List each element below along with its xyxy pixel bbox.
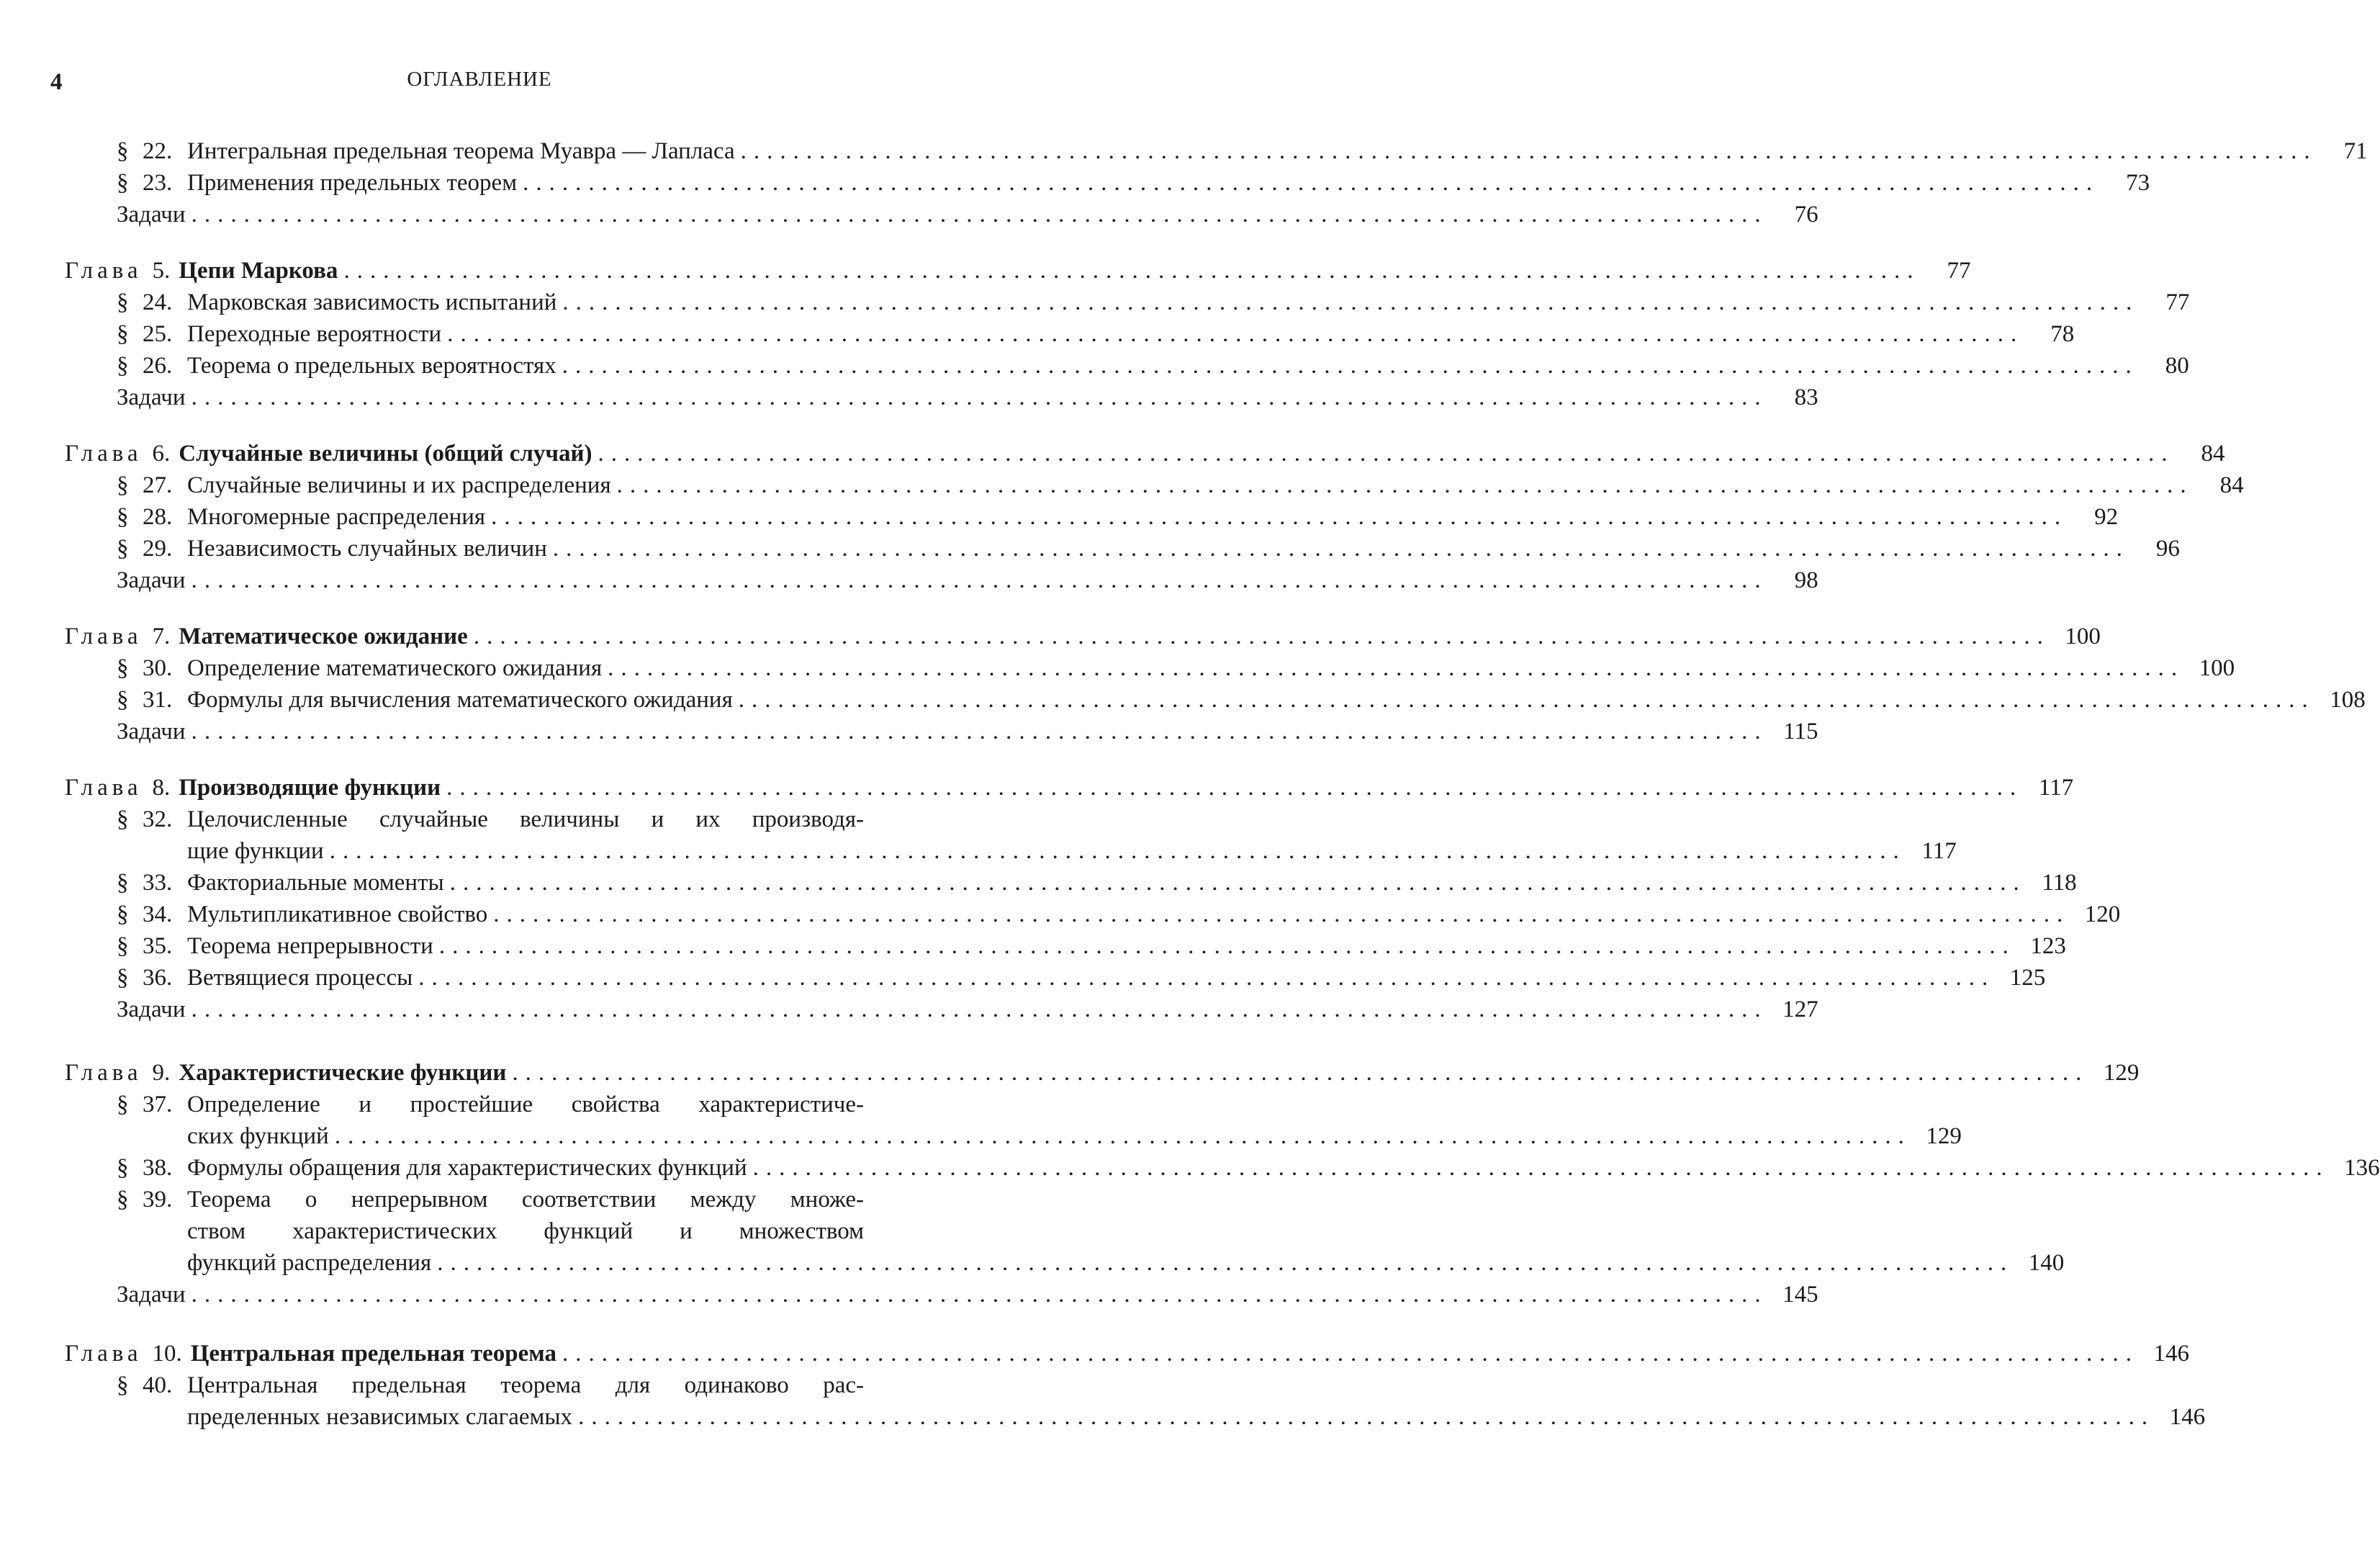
chapter-title: Производящие функции — [179, 775, 441, 801]
section-sign: § — [117, 1187, 129, 1213]
section-title-line-1: Теорема о непрерывном соответствии между множе- — [187, 1187, 864, 1213]
section-number: 29. — [143, 536, 173, 562]
section-title: Интегральная предельная теорема Муавра — Лапласа — [187, 138, 735, 164]
section-number: 28. — [143, 504, 173, 530]
leader-dots: ........................................................................................................................ — [562, 353, 2139, 379]
section-title: Формулы обращения для характеристических функций — [187, 1155, 747, 1181]
chapter-number: 9. — [152, 1060, 171, 1086]
section-sign: § — [117, 806, 129, 832]
chapter-number: 6. — [152, 441, 171, 467]
toc-entry-tasks-5 — [65, 382, 1818, 413]
toc-entry-tasks-6 — [65, 564, 1818, 596]
section-number: 22. — [143, 138, 173, 164]
toc-entry-s37 — [65, 1089, 1962, 1152]
chapter-word: Глава — [65, 775, 143, 801]
toc-entry-s24 — [65, 287, 2190, 318]
toc-entry-tasks-8 — [65, 994, 1818, 1025]
toc-entry-s31 — [65, 684, 2366, 716]
leader-dots: ........................................................................................................................ — [512, 1060, 2089, 1086]
chapter-title: Математическое ожидание — [179, 624, 468, 649]
section-title-line-2: пределенных независимых слагаемых — [187, 1404, 573, 1430]
toc-chapter-6 — [65, 438, 2225, 469]
toc-entry-s33 — [65, 867, 2077, 899]
running-title: ОГЛАВЛЕНИЕ — [407, 68, 552, 91]
toc-entry-s27 — [65, 469, 2244, 501]
page-ref: 100 — [2199, 655, 2235, 681]
section-number: 38. — [143, 1155, 173, 1181]
page-ref: 77 — [2165, 289, 2190, 315]
section-sign: § — [117, 170, 129, 196]
leader-dots: ........................................................................................................................ — [491, 504, 2068, 530]
section-sign: § — [117, 965, 129, 991]
leader-dots: ........................................................................................................................ — [523, 170, 2100, 196]
leader-dots: ........................................................................................................................ — [608, 655, 2185, 681]
section-number: 25. — [143, 321, 173, 347]
section-title: Теорема непрерывности — [187, 933, 433, 959]
section-number: 40. — [143, 1372, 173, 1398]
toc-entry-s29 — [65, 533, 2180, 564]
section-title: Теорема о предельных вероятностях — [187, 353, 556, 379]
toc-entry-s39 — [65, 1184, 2065, 1279]
leader-dots: ........................................................................................................................ — [191, 384, 1768, 410]
page-ref: 117 — [2038, 775, 2074, 801]
page-ref: 77 — [1947, 258, 1971, 284]
page-ref: 146 — [2153, 1341, 2190, 1367]
chapter-word: Глава — [65, 1060, 143, 1086]
toc-entry-s35 — [65, 930, 2066, 962]
page-ref: 73 — [2126, 170, 2150, 196]
toc-chapter-7 — [65, 621, 2101, 652]
leader-dots: ........................................................................................................................ — [334, 1123, 1911, 1149]
section-title: Применения предельных теорем — [187, 170, 518, 196]
page-ref: 84 — [2219, 472, 2244, 498]
section-title-line-3: функций распределения — [187, 1250, 432, 1276]
section-number: 33. — [143, 870, 173, 896]
page-ref: 123 — [2030, 933, 2066, 959]
section-title: Многомерные распределения — [187, 504, 486, 530]
leader-dots: ........................................................................................................................ — [449, 870, 2027, 896]
page-ref: 118 — [2042, 870, 2077, 896]
section-sign: § — [117, 870, 129, 896]
tasks-title: Задачи — [117, 1282, 186, 1308]
chapter-number: 7. — [152, 624, 171, 649]
section-sign: § — [117, 472, 129, 498]
section-title-line-2: щие функции — [187, 838, 324, 864]
toc-entry-s30 — [65, 652, 2235, 684]
page-ref: 83 — [1794, 384, 1818, 410]
toc-entry-tasks-7 — [65, 716, 1818, 747]
toc-entry-s22 — [65, 135, 2368, 167]
tasks-title: Задачи — [117, 384, 186, 410]
section-sign: § — [117, 504, 129, 530]
page-ref: 80 — [2165, 353, 2189, 379]
leader-dots: ........................................................................................................................ — [562, 1341, 2140, 1367]
toc-entry-s23 — [65, 167, 2150, 199]
leader-dots: ........................................................................................................................ — [438, 933, 2016, 959]
page-ref: 84 — [2201, 441, 2225, 467]
chapter-number: 10. — [152, 1341, 182, 1367]
toc-chapter-10 — [65, 1338, 2190, 1369]
page-ref: 140 — [2028, 1250, 2065, 1276]
chapter-word: Глава — [65, 624, 143, 649]
section-sign: § — [117, 353, 129, 379]
page-ref: 146 — [2169, 1404, 2206, 1430]
toc-entry-s28 — [65, 501, 2119, 533]
section-number: 31. — [143, 687, 173, 713]
section-number: 23. — [143, 170, 173, 196]
section-title-line-2: ских функций — [187, 1123, 329, 1149]
page-ref: 100 — [2065, 624, 2101, 649]
chapter-number: 8. — [152, 775, 171, 801]
page-ref: 129 — [1926, 1123, 1962, 1149]
toc-entry-s34 — [65, 899, 2121, 930]
chapter-title: Характеристические функции — [179, 1060, 507, 1086]
leader-dots: ........................................................................................................................ — [418, 965, 1996, 991]
leader-dots: ........................................................................................................................ — [493, 901, 2070, 927]
toc-entry-s40 — [65, 1369, 2206, 1433]
page-ref: 125 — [2009, 965, 2046, 991]
section-sign: § — [117, 138, 129, 164]
section-number: 34. — [143, 901, 173, 927]
leader-dots: ........................................................................................................................ — [191, 997, 1768, 1022]
tasks-title: Задачи — [117, 719, 186, 744]
section-sign: § — [117, 901, 129, 927]
section-number: 27. — [143, 472, 173, 498]
section-sign: § — [117, 933, 129, 959]
section-sign: § — [117, 289, 129, 315]
page-number: 4 — [50, 69, 63, 95]
section-title: Марковская зависимость испытаний — [187, 289, 557, 315]
page-ref: 71 — [2343, 138, 2368, 164]
page-ref: 78 — [2050, 321, 2075, 347]
section-title: Определение математического ожидания — [187, 655, 603, 681]
section-number: 35. — [143, 933, 173, 959]
chapter-word: Глава — [65, 441, 143, 467]
section-title: Факториальные моменты — [187, 870, 444, 896]
chapter-title: Случайные величины (общий случай) — [179, 441, 592, 467]
section-title: Ветвящиеся процессы — [187, 965, 413, 991]
chapter-number: 5. — [152, 258, 171, 284]
page-ref: 96 — [2155, 536, 2180, 562]
section-sign: § — [117, 1155, 129, 1181]
toc-chapter-5 — [65, 255, 1971, 287]
page-ref: 129 — [2103, 1060, 2140, 1086]
leader-dots: ........................................................................................................................ — [447, 321, 2024, 347]
leader-dots: ........................................................................................................................ — [446, 775, 2024, 801]
section-number: 36. — [143, 965, 173, 991]
toc-chapter-8 — [65, 772, 2074, 804]
toc-chapter-9 — [65, 1057, 2140, 1089]
leader-dots: ........................................................................................................................ — [616, 472, 2194, 498]
toc-entry-tasks-4 — [65, 199, 1818, 230]
section-number: 39. — [143, 1187, 173, 1213]
section-title: Переходные вероятности — [187, 321, 442, 347]
leader-dots: ........................................................................................................................ — [562, 289, 2140, 315]
leader-dots: ........................................................................................................................ — [191, 567, 1768, 593]
section-number: 32. — [143, 806, 173, 832]
page-ref: 98 — [1794, 567, 1818, 593]
page-ref: 127 — [1782, 997, 1818, 1022]
section-title-line-1: Целочисленные случайные величины и их производя- — [187, 806, 864, 832]
table-of-contents — [65, 135, 2380, 1433]
section-sign: § — [117, 687, 129, 713]
tasks-title: Задачи — [117, 202, 186, 228]
leader-dots: ........................................................................................................................ — [437, 1250, 2014, 1276]
leader-dots: ........................................................................................................................ — [752, 1155, 2330, 1181]
section-title: Случайные величины и их распределения — [187, 472, 611, 498]
leader-dots: ........................................................................................................................ — [191, 202, 1768, 228]
section-number: 30. — [143, 655, 173, 681]
page-ref: 76 — [1794, 202, 1818, 228]
leader-dots: ........................................................................................................................ — [343, 258, 1921, 284]
page-ref: 115 — [1783, 719, 1818, 744]
toc-entry-s26 — [65, 350, 2189, 382]
tasks-title: Задачи — [117, 997, 186, 1022]
section-title: Формулы для вычисления математического ожидания — [187, 687, 733, 713]
leader-dots: ........................................................................................................................ — [552, 536, 2129, 562]
toc-entry-s25 — [65, 318, 2075, 350]
leader-dots: ........................................................................................................................ — [191, 719, 1768, 744]
section-sign: § — [117, 1092, 129, 1117]
page-ref: 108 — [2330, 687, 2366, 713]
page-ref: 136 — [2344, 1155, 2380, 1181]
leader-dots: ........................................................................................................................ — [473, 624, 2050, 649]
chapter-title: Центральная предельная теорема — [190, 1341, 557, 1367]
page-ref: 120 — [2084, 901, 2121, 927]
section-number: 37. — [143, 1092, 173, 1117]
section-sign: § — [117, 321, 129, 347]
section-title-line-2: ством характеристических функций и множеством — [187, 1218, 864, 1244]
page-ref: 117 — [1921, 838, 1957, 864]
section-number: 24. — [143, 289, 173, 315]
toc-entry-tasks-9 — [65, 1279, 1818, 1310]
leader-dots: ........................................................................................................................ — [578, 1404, 2155, 1430]
section-sign: § — [117, 1372, 129, 1398]
chapter-title: Цепи Маркова — [179, 258, 338, 284]
chapter-word: Глава — [65, 258, 143, 284]
section-sign: § — [117, 536, 129, 562]
section-title: Мультипликативное свойство — [187, 901, 488, 927]
leader-dots: ........................................................................................................................ — [191, 1282, 1768, 1308]
page-ref: 145 — [1782, 1282, 1818, 1308]
leader-dots: ........................................................................................................................ — [329, 838, 1906, 864]
section-sign: § — [117, 655, 129, 681]
leader-dots: ........................................................................................................................ — [738, 687, 2315, 713]
tasks-title: Задачи — [117, 567, 186, 593]
leader-dots: ........................................................................................................................ — [598, 441, 2175, 467]
page-ref: 92 — [2094, 504, 2119, 530]
leader-dots: ........................................................................................................................ — [740, 138, 2317, 164]
toc-entry-s38 — [65, 1152, 2380, 1184]
section-title-line-1: Центральная предельная теорема для одинаково рас- — [187, 1372, 864, 1398]
toc-entry-s36 — [65, 962, 2046, 994]
toc-entry-s32 — [65, 804, 1957, 867]
section-number: 26. — [143, 353, 173, 379]
section-title: Независимость случайных величин — [187, 536, 547, 562]
chapter-word: Глава — [65, 1341, 143, 1367]
section-title-line-1: Определение и простейшие свойства характеристиче- — [187, 1092, 864, 1117]
